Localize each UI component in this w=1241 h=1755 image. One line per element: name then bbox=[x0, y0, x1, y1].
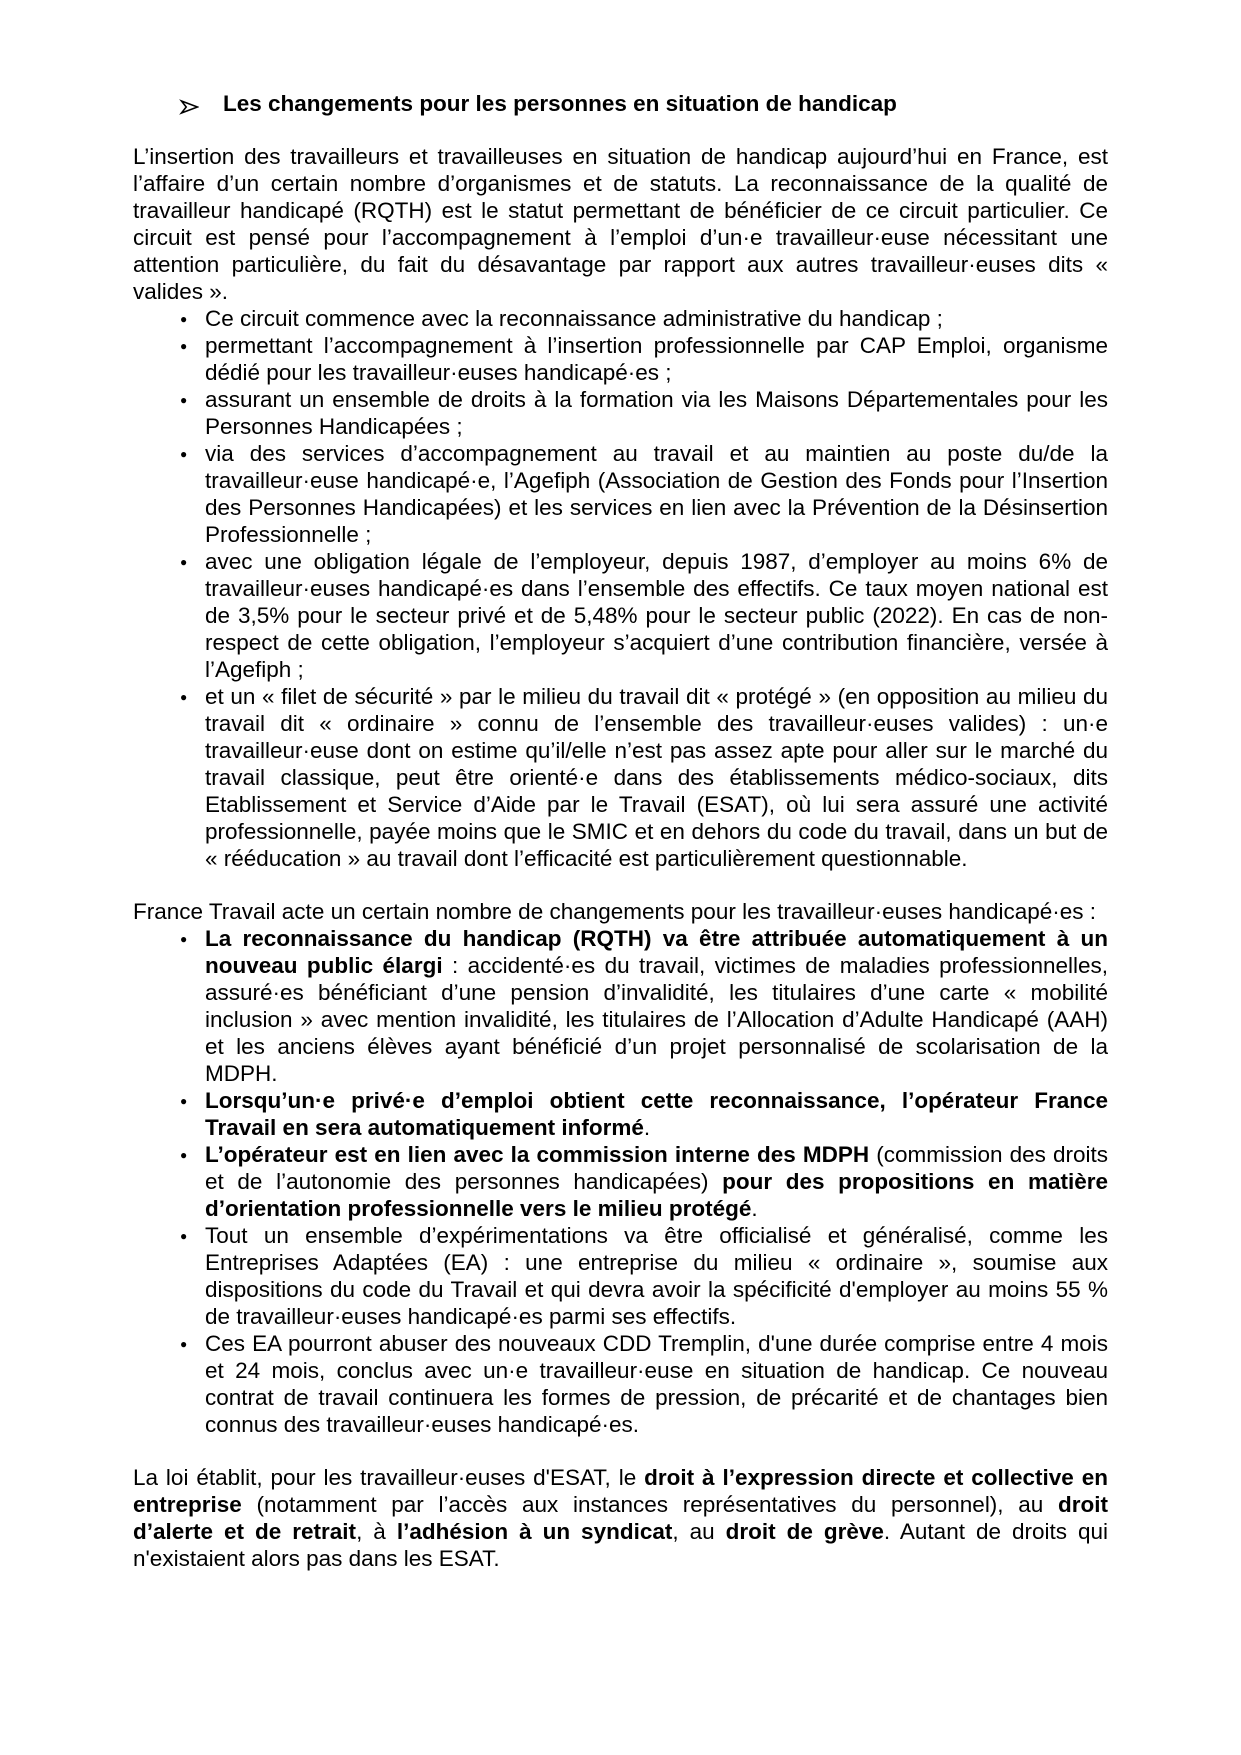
list-item bbox=[133, 925, 1108, 1087]
text-run: , au bbox=[672, 1519, 726, 1544]
text-run: La loi établit, pour les travailleur·euses d'ESAT, le bbox=[133, 1465, 645, 1490]
bullet-icon: ● bbox=[180, 555, 188, 569]
text-run: Lorsqu’un·e privé·e d’emploi obtient cette reconnaissance, l’opérateur France Travail en sera automatiquement informé bbox=[205, 1088, 1108, 1140]
text-run: . bbox=[751, 1196, 758, 1221]
text-run: Tout un ensemble d’expérimentations va être officialisé et généralisé, comme les Entreprises Adaptées (EA) : une entreprise du milieu « ordinaire », soumise aux dispositions du code du Travail et qui devra avoir la spécificité d'employer au moins 55 % de travailleur·euses handicapé·es parmi ses effectifs. bbox=[205, 1223, 1108, 1329]
list-item-text: assurant un ensemble de droits à la formation via les Maisons Départementales pour les Personnes Handicapées ; bbox=[205, 387, 1108, 439]
list-item-text bbox=[205, 1223, 1108, 1329]
text-run: l’adhésion à un syndicat bbox=[396, 1519, 673, 1544]
list-item bbox=[133, 1141, 1108, 1222]
list-item-text bbox=[205, 1331, 1108, 1437]
text-run: pour des propositions en matière d’orientation professionnelle vers le milieu protégé bbox=[205, 1169, 1108, 1221]
list-item bbox=[133, 332, 1108, 386]
list-item bbox=[133, 683, 1108, 872]
bullet-icon: ● bbox=[180, 932, 188, 946]
bullet-icon: ● bbox=[180, 339, 188, 353]
list-item-text: avec une obligation légale de l’employeur, depuis 1987, d’employer au moins 6% de travailleur·euses handicapé·es dans l’ensemble des effectifs. Ce taux moyen national est de 3,5% pour le secteur privé et de 5,48% pour le secteur public (2022). En cas de non-respect de cette obligation, l’employeur s’acquiert d’une contribution financière, versée à l’Agefiph ; bbox=[205, 549, 1108, 682]
arrowhead-right-icon bbox=[179, 95, 199, 113]
list-item bbox=[133, 305, 1108, 332]
bullet-icon: ● bbox=[180, 393, 188, 407]
list-item-text bbox=[205, 1142, 1108, 1221]
bullet-icon: ● bbox=[180, 1094, 188, 1108]
list-item-text: via des services d’accompagnement au travail et au maintien au poste du/de la travailleur·euse handicapé·e, l’Agefiph (Association de Gestion des Fonds pour l’Insertion des Personnes Handicapées) et les services en lien avec la Prévention de la Désinsertion Professionnelle ; bbox=[205, 441, 1108, 547]
text-run: (commission des droits et de l’autonomie des personnes handicapées) bbox=[205, 1142, 1108, 1194]
bullet-icon: ● bbox=[180, 1148, 188, 1162]
text-run: . Autant de droits qui n'existaient alors pas dans les ESAT. bbox=[133, 1519, 1109, 1571]
list-item bbox=[133, 1330, 1108, 1438]
list-item-text: permettant l’accompagnement à l’insertion professionnelle par CAP Emploi, organisme dédié pour les travailleur·euses handicapé·es ; bbox=[205, 333, 1108, 385]
transition-paragraph: France Travail acte un certain nombre de changements pour les travailleur·euses handicapé·es : bbox=[133, 899, 1097, 924]
list-item bbox=[133, 440, 1108, 548]
list-item bbox=[133, 1222, 1108, 1330]
closing-paragraph bbox=[133, 1464, 1108, 1572]
list-item-text bbox=[205, 926, 1108, 1086]
bullet-icon: ● bbox=[180, 312, 188, 326]
section-heading-text: Les changements pour les personnes en situation de handicap bbox=[223, 91, 897, 116]
list-item bbox=[133, 1087, 1108, 1141]
bullet-list-changes bbox=[133, 925, 1108, 1438]
list-item-text: Ce circuit commence avec la reconnaissance administrative du handicap ; bbox=[205, 306, 943, 331]
text-run: La reconnaissance du handicap (RQTH) va être attribuée automatiquement à un nouveau public élargi bbox=[205, 926, 1108, 978]
text-run: , à bbox=[356, 1519, 397, 1544]
text-run: Ces EA pourront abuser des nouveaux CDD Tremplin, d'une durée comprise entre 4 mois et 24 mois, conclus avec un·e travailleur·euse en situation de handicap. Ce nouveau contrat de travail continuera les formes de pression, de précarité et de chantages bien connus des travailleur·euses handicapé·es. bbox=[205, 1331, 1108, 1437]
list-item-text: et un « filet de sécurité » par le milieu du travail dit « protégé » (en opposition au milieu du travail dit « ordinaire » connu de l’ensemble des travailleur·euses valides) : un·e travailleur·euse dont on estime qu’il/elle n’est pas assez apte pour aller sur le marché du travail classique, peut être orienté·e dans des établissements médico-sociaux, dits Etablissement et Service d’Aide par le Travail (ESAT), où lui sera assuré une activité professionnelle, payée moins que le SMIC et en dehors du code du travail, dans un but de « rééducation » au travail dont l’efficacité est particulièrement questionnable. bbox=[205, 684, 1108, 871]
bullet-list-current-system bbox=[133, 305, 1108, 872]
intro-paragraph: L’insertion des travailleurs et travailleuses en situation de handicap aujourd’hui en France, est l’affaire d’un certain nombre d’organismes et de statuts. La reconnaissance de la qualité de travailleur handicapé (RQTH) est le statut permettant de bénéficier de ce circuit particulier. Ce circuit est pensé pour l’accompagnement à l’emploi d’un·e travailleur·euse nécessitant une attention particulière, du fait du désavantage par rapport aux autres travailleur·euses dits « valides ». bbox=[133, 144, 1108, 304]
text-run: . bbox=[643, 1115, 651, 1140]
text-run: : accidenté·es du travail, victimes de maladies professionnelles, assuré·es bénéficiant d’une pension d’invalidité, les titulaires d’une carte « mobilité inclusion » avec mention invalidité, les titulaires de l’Allocation d’Adulte Handicapé (AAH) et les anciens élèves ayant bénéficié d’un projet personnalisé de scolarisation de la MDPH. bbox=[205, 953, 1108, 1086]
text-run: (notamment par l’accès aux instances représentatives du personnel), au bbox=[241, 1492, 1058, 1517]
text-run: L’opérateur est en lien avec la commission interne des MDPH bbox=[205, 1142, 870, 1167]
text-run: droit d’alerte et de retrait bbox=[133, 1492, 1108, 1544]
bullet-icon: ● bbox=[180, 690, 188, 704]
bullet-icon: ● bbox=[180, 1229, 188, 1243]
list-item bbox=[133, 548, 1108, 683]
text-run: droit de grève bbox=[725, 1519, 884, 1544]
list-item bbox=[133, 386, 1108, 440]
bullet-icon: ● bbox=[180, 447, 188, 461]
section-heading bbox=[133, 90, 1108, 117]
list-item-text bbox=[205, 1088, 1108, 1140]
bullet-icon: ● bbox=[180, 1337, 188, 1351]
text-run: droit à l’expression directe et collective en entreprise bbox=[133, 1465, 1108, 1517]
